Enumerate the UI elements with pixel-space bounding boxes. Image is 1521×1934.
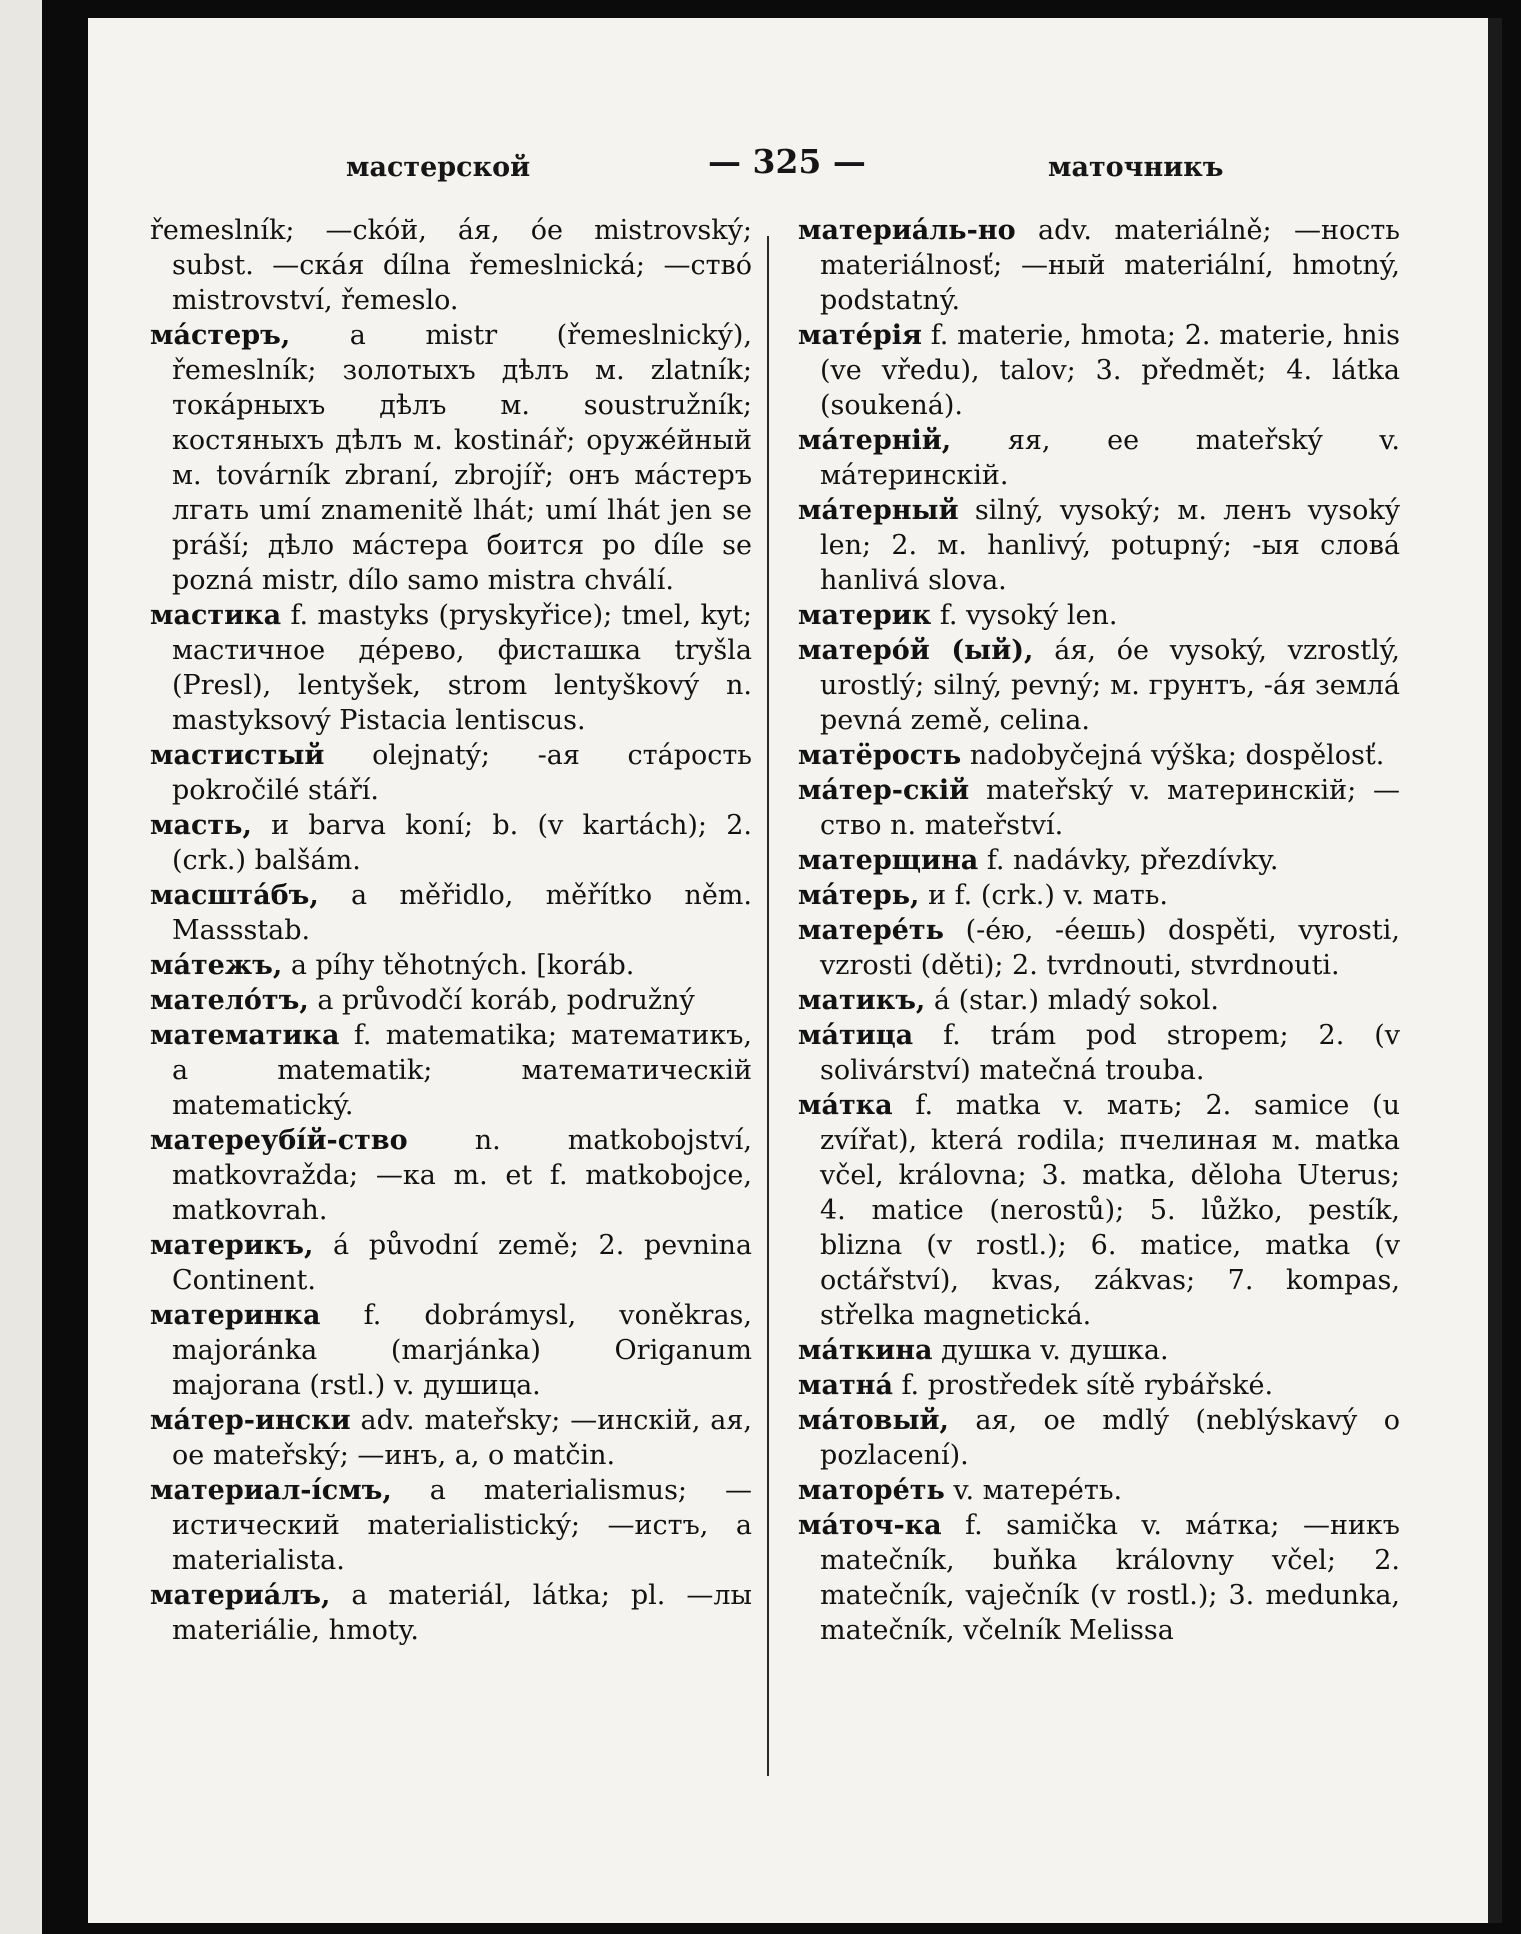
left-column bbox=[150, 213, 752, 1648]
entry: мастистый olejnatý; -ая стáрость pokročilé stáří. bbox=[150, 740, 752, 806]
entry: матерщина f. nadávky, přezdívky. bbox=[798, 845, 1279, 876]
entry: мáтер-ински adv. mateřsky; —инскій, ая, ое mateřský; —инъ, а, о matčin. bbox=[150, 1405, 752, 1471]
entry: мáтерь, и f. (crk.) v. мать. bbox=[798, 880, 1168, 911]
page-header bbox=[88, 130, 1488, 190]
entry: материáлъ, a materiál, látka; pl. —лы materiálie, hmoty. bbox=[150, 1580, 752, 1646]
entry: материнка f. dobrámysl, voněkras, majoránka (marjánka) Origanum majorana (rstl.) v. душица. bbox=[150, 1300, 752, 1401]
adjacent-page-edge bbox=[0, 0, 42, 1934]
entry: мáстеръ, a mistr (řemeslnický), řemeslník; золотыхъ дѣлъ м. zlatník; токáрныхъ дѣлъ м. soustružník; костяныхъ дѣлъ м. kostinář; оружéйный м. továrník zbraní, zbrojíř; онъ мáстеръ лгать umí znamenitě lhát; umí lhát jen se práší; дѣло мáстера боится po díle se pozná mistr, dílo samo mistra chválí. bbox=[150, 320, 752, 596]
entry: мáтерный silný, vysoký; м. ленъ vysoký len; 2. м. hanlivý, potupný; -ыя словá hanlivá slova. bbox=[798, 495, 1401, 596]
entry: мáткина душка v. душка. bbox=[798, 1335, 1169, 1366]
entry: мáточ-ка f. samička v. мáтка; —никъ matečník, buňka královny včel; 2. matečník, vaječník (v rostl.); 3. medunka, matečník, včelník Melissa bbox=[798, 1510, 1400, 1646]
entry: матереубíй-ство n. matkobojství, matkovražda; —ка m. et f. matkobojce, matkovrah. bbox=[150, 1125, 752, 1226]
entry: матерóй (ый), áя, óе vysoký, vzrostlý, urostlý; silný, pevný; м. грунтъ, -áя землá pevná země, celina. bbox=[798, 635, 1400, 736]
entry: матерéть (-éю, -éешь) dospěti, vyrosti, vzrosti (děti); 2. tvrdnouti, stvrdnouti. bbox=[798, 915, 1400, 981]
entry: мателóтъ, a průvodčí koráb, podružný bbox=[150, 985, 695, 1016]
entry: матнá f. prostředek sítě rybářské. bbox=[798, 1370, 1274, 1401]
page-number: — 325 — bbox=[708, 142, 866, 181]
entry: мáтовый, ая, ое mdlý (neblýskavý o pozlacení). bbox=[798, 1405, 1400, 1471]
right-column bbox=[798, 213, 1400, 1648]
entry: мастика f. mastyks (pryskyřice); tmel, kyt; мастичное дéрево, фисташка tryšla (Presl), lentyšek, strom lentyškový n. mastyksový Pistacia lentiscus. bbox=[150, 600, 752, 736]
entry: масть, и barva koní; b. (v kartách); 2. (crk.) balšám. bbox=[150, 810, 752, 876]
entry: материал-íсмъ, a materialismus; —истический materialistický; —истъ, a materialista. bbox=[150, 1475, 752, 1576]
entry: мáтежъ, a píhy těhotných. [koráb. bbox=[150, 950, 635, 981]
entry: материкъ, á původní země; 2. pevnina Continent. bbox=[150, 1230, 752, 1296]
entry: маторéть v. матерéть. bbox=[798, 1475, 1123, 1506]
entry: мáтерній, яя, ее mateřský v. мáтеринскій. bbox=[798, 425, 1400, 491]
entry: материк f. vysoký len. bbox=[798, 600, 1118, 631]
entry: материáль-но adv. materiálně; —ность materiálnosť; —ный materiální, hmotný, podstatný. bbox=[798, 215, 1400, 316]
entry: матикъ, á (star.) mladý sokol. bbox=[798, 985, 1219, 1016]
entry: матéрія f. materie, hmota; 2. materie, hnis (ve vředu), talov; 3. předmět; 4. látka (soukená). bbox=[798, 320, 1400, 421]
entry: масштáбъ, a měřidlo, měřítko něm. Massstab. bbox=[150, 880, 752, 946]
entry: řemeslník; —ckóй, áя, óe mistrovský; subst. —cкáя dílna řemeslnická; —ствó mistrovství, řemeslo. bbox=[150, 215, 752, 316]
entry: мáтка f. matka v. мать; 2. samice (u zvířat), která rodila; пчелиная м. matka včel, královna; 3. matka, děloha Uterus; 4. matice (nerostů); 5. lůžko, pestík, blizna (v rostl.); 6. matice, matka (v octářství), kvas, zákvas; 7. kompas, střelka magnetická. bbox=[798, 1090, 1400, 1331]
entry: мáтица f. trám pod stropem; 2. (v solivárství) matečná trouba. bbox=[798, 1020, 1400, 1086]
header-left-guide-word: мастерской bbox=[346, 152, 531, 183]
dictionary-page bbox=[88, 18, 1502, 1923]
entry: мáтер-скій mateřský v. материнскій; —ство n. mateřství. bbox=[798, 775, 1400, 841]
entry: математика f. matematika; математикъ, a matematik; математическій matematický. bbox=[150, 1020, 752, 1121]
entry: матёрость nadobyčejná výška; dospělosť. bbox=[798, 740, 1385, 771]
header-right-guide-word: маточникъ bbox=[1048, 152, 1224, 183]
column-divider bbox=[767, 236, 769, 1776]
